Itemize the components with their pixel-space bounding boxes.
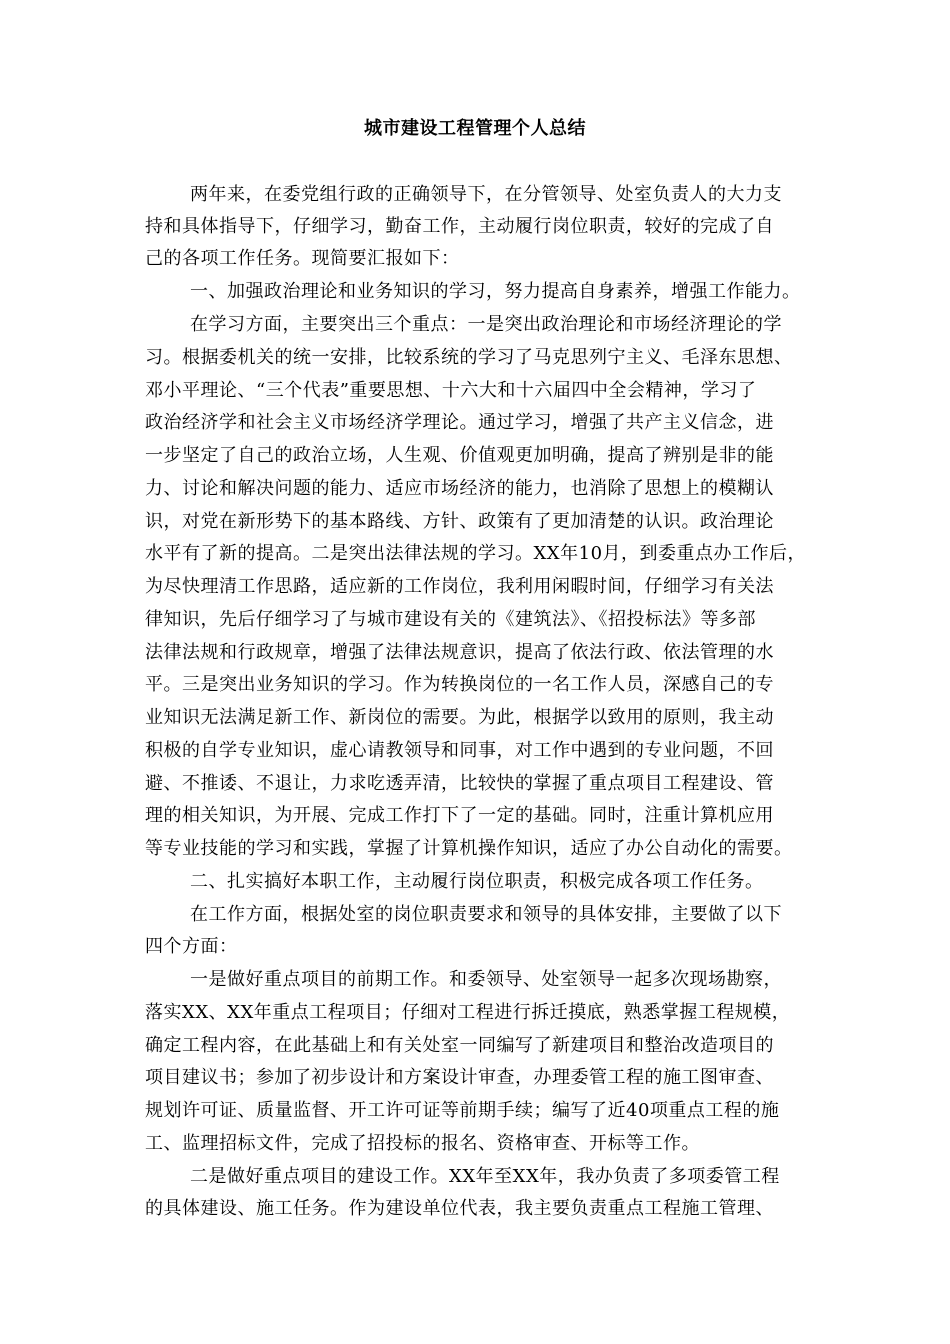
paragraph-line: 识，对党在新形势下的基本路线、方针、政策有了更加清楚的认识。政治理论 xyxy=(145,511,774,532)
paragraph-line: 的具体建设、施工任务。作为建设单位代表，我主要负责重点工程施工管理、 xyxy=(145,1198,774,1219)
paragraph-line: 理的相关知识，为开展、完成工作打下了一定的基础。同时，注重计算机应用 xyxy=(145,805,774,826)
paragraph-line: 项目建议书；参加了初步设计和方案设计审查，办理委管工程的施工图审查、 xyxy=(145,1067,774,1088)
paragraph-line: 规划许可证、质量监督、开工许可证等前期手续；编写了近40项重点工程的施 xyxy=(145,1100,780,1121)
paragraph-line: 在工作方面，根据处室的岗位职责要求和领导的具体安排，主要做了以下 xyxy=(190,904,782,925)
section-heading-1: 一、加强政治理论和业务知识的学习，努力提高自身素养，增强工作能力。 xyxy=(190,281,801,302)
paragraph-line: 平。三是突出业务知识的学习。作为转换岗位的一名工作人员，深感自己的专 xyxy=(145,674,774,695)
paragraph-line: 积极的自学专业知识，虚心请教领导和同事，对工作中遇到的专业问题，不回 xyxy=(145,740,774,761)
paragraph-line: 二是做好重点项目的建设工作。XX年至XX年，我办负责了多项委管工程 xyxy=(190,1166,780,1187)
paragraph-line: 一步坚定了自己的政治立场，人生观、价值观更加明确，提高了辨别是非的能 xyxy=(145,445,774,466)
section-heading-2: 二、扎实搞好本职工作，主动履行岗位职责，积极完成各项工作任务。 xyxy=(190,871,764,892)
paragraph-line: 等专业技能的学习和实践，掌握了计算机操作知识，适应了办公自动化的需要。 xyxy=(145,838,793,859)
paragraph-line: 两年来，在委党组行政的正确领导下，在分管领导、处室负责人的大力支 xyxy=(190,184,782,205)
paragraph-line: 邓小平理论、“三个代表”重要思想、十六大和十六届四中全会精神，学习了 xyxy=(145,380,757,401)
paragraph-line: 为尽快理清工作思路，适应新的工作岗位，我利用闲暇时间，仔细学习有关法 xyxy=(145,576,774,597)
paragraph-line: 工、监理招标文件，完成了招投标的报名、资格审查、开标等工作。 xyxy=(145,1133,700,1154)
paragraph-line: 一是做好重点项目的前期工作。和委领导、处室领导一起多次现场勘察， xyxy=(190,969,782,990)
paragraph-line: 落实XX、XX年重点工程项目；仔细对工程进行拆迁摸底，熟悉掌握工程规模， xyxy=(145,1002,791,1023)
paragraph-line: 四个方面： xyxy=(145,936,238,957)
paragraph-line: 在学习方面，主要突出三个重点：一是突出政治理论和市场经济理论的学 xyxy=(190,314,782,335)
paragraph-line: 水平有了新的提高。二是突出法律法规的学习。XX年10月，到委重点办工作后， xyxy=(145,543,807,564)
paragraph-line: 己的各项工作任务。现简要汇报如下： xyxy=(145,248,460,269)
paragraph-line: 避、不推诿、不退让，力求吃透弄清，比较快的掌握了重点项目工程建设、管 xyxy=(145,773,774,794)
paragraph-line: 习。根据委机关的统一安排，比较系统的学习了马克思列宁主义、毛泽东思想、 xyxy=(145,347,793,368)
paragraph-line: 持和具体指导下，仔细学习，勤奋工作，主动履行岗位职责，较好的完成了自 xyxy=(145,216,774,237)
paragraph-line: 业知识无法满足新工作、新岗位的需要。为此，根据学以致用的原则，我主动 xyxy=(145,707,774,728)
paragraph-line: 法律法规和行政规章，增强了法律法规意识，提高了依法行政、依法管理的水 xyxy=(145,642,774,663)
document-title: 城市建设工程管理个人总结 xyxy=(364,118,586,139)
paragraph-line: 力、讨论和解决问题的能力、适应市场经济的能力，也消除了思想上的模糊认 xyxy=(145,478,774,499)
paragraph-line: 确定工程内容，在此基础上和有关处室一同编写了新建项目和整治改造项目的 xyxy=(145,1035,774,1056)
paragraph-line: 律知识，先后仔细学习了与城市建设有关的《建筑法》、《招投标法》等多部 xyxy=(145,609,756,630)
paragraph-line: 政治经济学和社会主义市场经济学理论。通过学习，增强了共产主义信念，进 xyxy=(145,412,774,433)
